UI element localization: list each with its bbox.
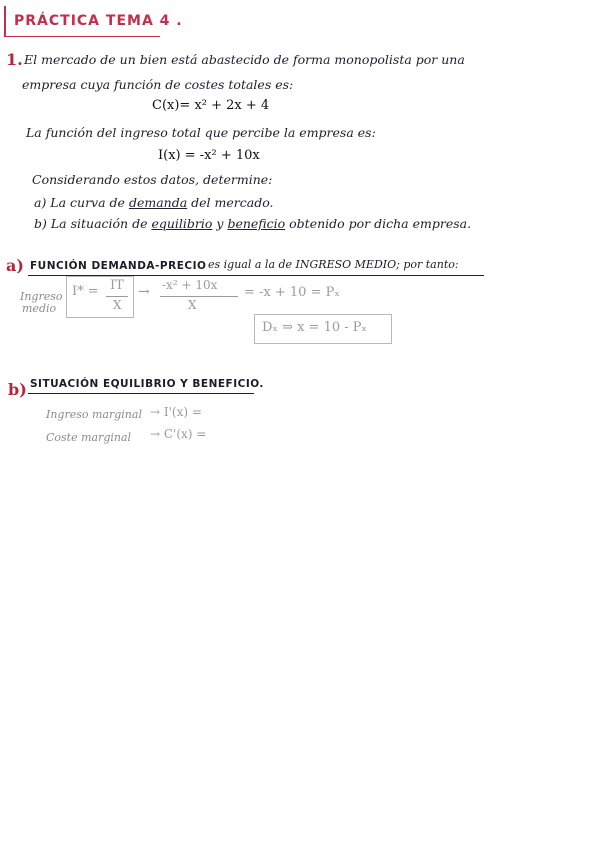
item-b-equilibrio: equilibrio <box>151 216 213 231</box>
item-b-suffix: obtenido por dicha empresa. <box>289 216 472 231</box>
demand-result: Dₓ ⇒ x = 10 - Pₓ <box>262 320 368 335</box>
marginal-cost-label: Coste marginal <box>46 431 132 444</box>
statement-line-4: Considerando estos datos, determine: <box>32 172 273 187</box>
marginal-cost-expr: → C'(x) = <box>150 427 207 441</box>
item-a <box>34 195 273 210</box>
section-b-underline <box>28 393 254 394</box>
average-income-den: X <box>113 298 122 312</box>
statement-line-2: empresa cuya función de costes totales es: <box>22 77 294 92</box>
fraction-numerator: -x² + 10x <box>162 278 218 292</box>
fraction-bar <box>160 296 238 297</box>
fraction-denominator: X <box>188 298 197 312</box>
average-income-lhs: I* = <box>72 284 99 299</box>
statement-line-3: La función del ingreso total que percibe la empresa es: <box>26 125 376 140</box>
item-a-suffix: del mercado. <box>191 195 274 210</box>
side-label-ingreso: Ingreso <box>20 290 63 303</box>
income-function: I(x) = -x² + 10x <box>158 148 260 163</box>
cost-function: C(x)= x² + 2x + 4 <box>152 98 270 113</box>
title-margin-bar <box>4 6 6 36</box>
arrow-icon: → <box>138 284 150 300</box>
item-b <box>34 216 471 231</box>
average-income-num: IT <box>110 278 124 293</box>
item-a-prefix: a) La curva de <box>34 195 125 210</box>
demand-price-result: = -x + 10 = Pₓ <box>244 285 340 300</box>
marginal-income-expr: → I'(x) = <box>150 405 202 419</box>
title-underline <box>4 36 160 37</box>
item-b-prefix: b) La situación de <box>34 216 148 231</box>
section-a-label: a) <box>6 256 24 275</box>
item-b-beneficio: beneficio <box>227 216 286 231</box>
item-a-demand: demanda <box>128 195 188 210</box>
page-title: PRÁCTICA TEMA 4 . <box>14 13 183 29</box>
section-a-tail: es igual a la de INGRESO MEDIO; por tanto: <box>208 258 459 271</box>
section-b-label: b) <box>8 380 27 399</box>
side-label-medio: medio <box>22 302 57 315</box>
item-b-mid: y <box>216 216 224 231</box>
statement-line-1: El mercado de un bien está abastecido de forma monopolista por una <box>24 52 465 67</box>
section-b-title: SITUACIÓN EQUILIBRIO Y BENEFICIO. <box>30 378 264 390</box>
exercise-number: 1. <box>6 50 23 69</box>
average-income-fraction-bar <box>106 296 128 297</box>
section-a-title: FUNCIÓN DEMANDA-PRECIO <box>30 260 207 272</box>
marginal-income-label: Ingreso marginal <box>46 408 142 421</box>
